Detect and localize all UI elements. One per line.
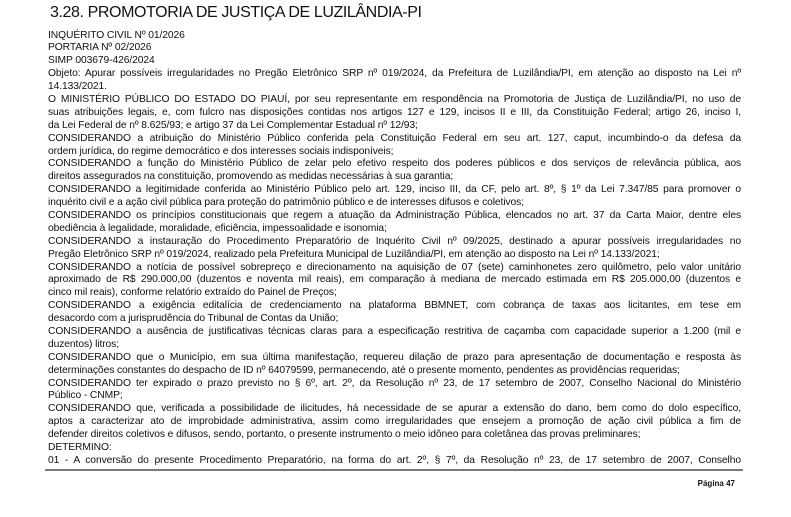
text-line: DETERMINO: — [48, 442, 112, 453]
text-line: aptos a caracterizar ato de improbidade administrativa, assim como irregularidades que ensejem a promoção de ação civil pública a fim de — [48, 416, 741, 428]
text-line: 01 - A conversão do presente Procedimento Preparatório, na forma do art. 2º, § 7º, da Resolução nº 23, de 17 setembro de 2007, Conselho — [48, 454, 741, 466]
text-line: INQUÉRITO CIVIL Nº 01/2026 — [48, 29, 185, 41]
text-line: aproximado de R$ 290.000,00 (duzentos e noventa mil reais), em comparação à mediana de mercado estimada em R$ 205.000,00 (duzentos e — [48, 274, 741, 286]
text-line: CONSIDERANDO que o Município, em sua última manifestação, requereu dilação de prazo para apresentação de documentação e resposta às — [48, 351, 741, 363]
text-line: CONSIDERANDO a notícia de possível sobrepreço e direcionamento na aquisição de 07 (sete) caminhonetes zero quilômetro, pelo valor unitário — [48, 261, 741, 273]
text-line: CONSIDERANDO a ausência de justificativas técnicas claras para a especificação restritiva de caçamba com capacidade superior a 1.200 (mil e — [48, 325, 741, 337]
text-line: ordem jurídica, do regime democrático e dos interesses sociais indisponíveis; — [48, 145, 394, 157]
text-line: Público - CNMP; — [48, 390, 123, 402]
text-line: defender direitos coletivos e difusos, sendo, portanto, o presente instrumento o meio idôneo para coletânea das provas preliminares; — [48, 429, 641, 441]
footer-divider — [45, 469, 743, 471]
text-line: 14.133/2021. — [48, 81, 107, 93]
text-line: cinco mil reais), conforme relatório extraído do Painel de Preços; — [48, 287, 337, 299]
text-line: CONSIDERANDO os princípios constitucionais que regem a atuação da Administração Pública, elencados no art. 37 da Carta Maior, dentre eles — [48, 209, 741, 221]
text-line: Pregão Eletrônico SRP nº 019/2024, realizado pela Prefeitura Municipal de Luzilândia/PI, em atenção ao disposto na Lei nº 14.133/2021; — [48, 248, 660, 260]
text-line: desacordo com a jurisprudência do Tribunal de Contas da União; — [48, 313, 339, 325]
page-number: Página 47 — [697, 479, 735, 488]
text-line: CONSIDERANDO a exigência editalícia de credenciamento na plataforma BBMNET, com cobrança de taxas aos licitantes, em tese em — [48, 300, 741, 312]
text-line: O MINISTÉRIO PÚBLICO DO ESTADO DO PIAUÍ, por seu representante em respondência na Promotoria de Justiça de Luzilândia/PI, no uso de — [48, 93, 741, 105]
text-line: direitos assegurados na constituição, promovendo as medidas necessárias à sua garantia; — [48, 171, 454, 183]
text-line: CONSIDERANDO a instauração do Procedimento Preparatório de Inquérito Civil nº 09/2025, destinado a apurar possíveis irregularidades no — [48, 235, 741, 247]
text-line: CONSIDERANDO a função do Ministério Público de zelar pelo efetivo respeito dos poderes públicos e dos serviços de relevância pública, aos — [48, 158, 741, 170]
text-line: CONSIDERANDO a legitimidade conferida ao Ministério Público pelo art. 129, inciso III, da CF, pelo art. 8º, § 1º da Lei 7.347/85 para promover o — [48, 184, 741, 196]
text-line: da Lei Federal de nº 8.625/93; e artigo 37 da Lei Complementar Estadual nº 12/93; — [48, 119, 418, 131]
text-line: CONSIDERANDO ter expirado o prazo previsto no § 6º, art. 2º, da Resolução nº 23, de 17 setembro de 2007, Conselho Nacional do Ministério — [48, 377, 741, 389]
text-line: obediência à legalidade, moralidade, eficiência, impessoalidade e isonomia; — [48, 222, 387, 234]
text-line: determinações constantes do despacho de ID nº 64079599, permanecendo, até o presente momento, pendentes as providências requeridas; — [48, 364, 680, 376]
section-title: 3.28. PROMOTORIA DE JUSTIÇA DE LUZILÂNDIA-PI — [50, 4, 422, 21]
text-line: CONSIDERANDO a atribuição do Ministério Público conferida pela Constituição Federal em seu art. 127, caput, incumbindo-o da defesa da — [48, 132, 741, 144]
text-line: PORTARIA Nº 02/2026 — [48, 42, 152, 54]
text-line: CONSIDERANDO que, verificada a possibilidade de ilicitudes, há necessidade de se apurar a extensão do dano, bem como do dolo específico, — [48, 403, 741, 415]
text-line: SIMP 003679-426/2024 — [48, 55, 155, 67]
text-line: inquérito civil e a ação civil pública para proteção do patrimônio público e de interesses difusos e coletivos; — [48, 197, 524, 209]
text-line: Objeto: Apurar possíveis irregularidades no Pregão Eletrônico SRP nº 019/2024, da Prefeitura de Luzilândia/PI, em atenção ao disposto na Lei nº — [48, 68, 741, 80]
text-line: duzentos) litros; — [48, 338, 119, 350]
text-line: suas atribuições legais, e, com fulcro nas disposições contidas nos artigos 127 e 129, incisos II e III, da Constituição Federal; artigo 26, inciso I, — [48, 106, 741, 118]
document-body — [48, 30, 741, 468]
